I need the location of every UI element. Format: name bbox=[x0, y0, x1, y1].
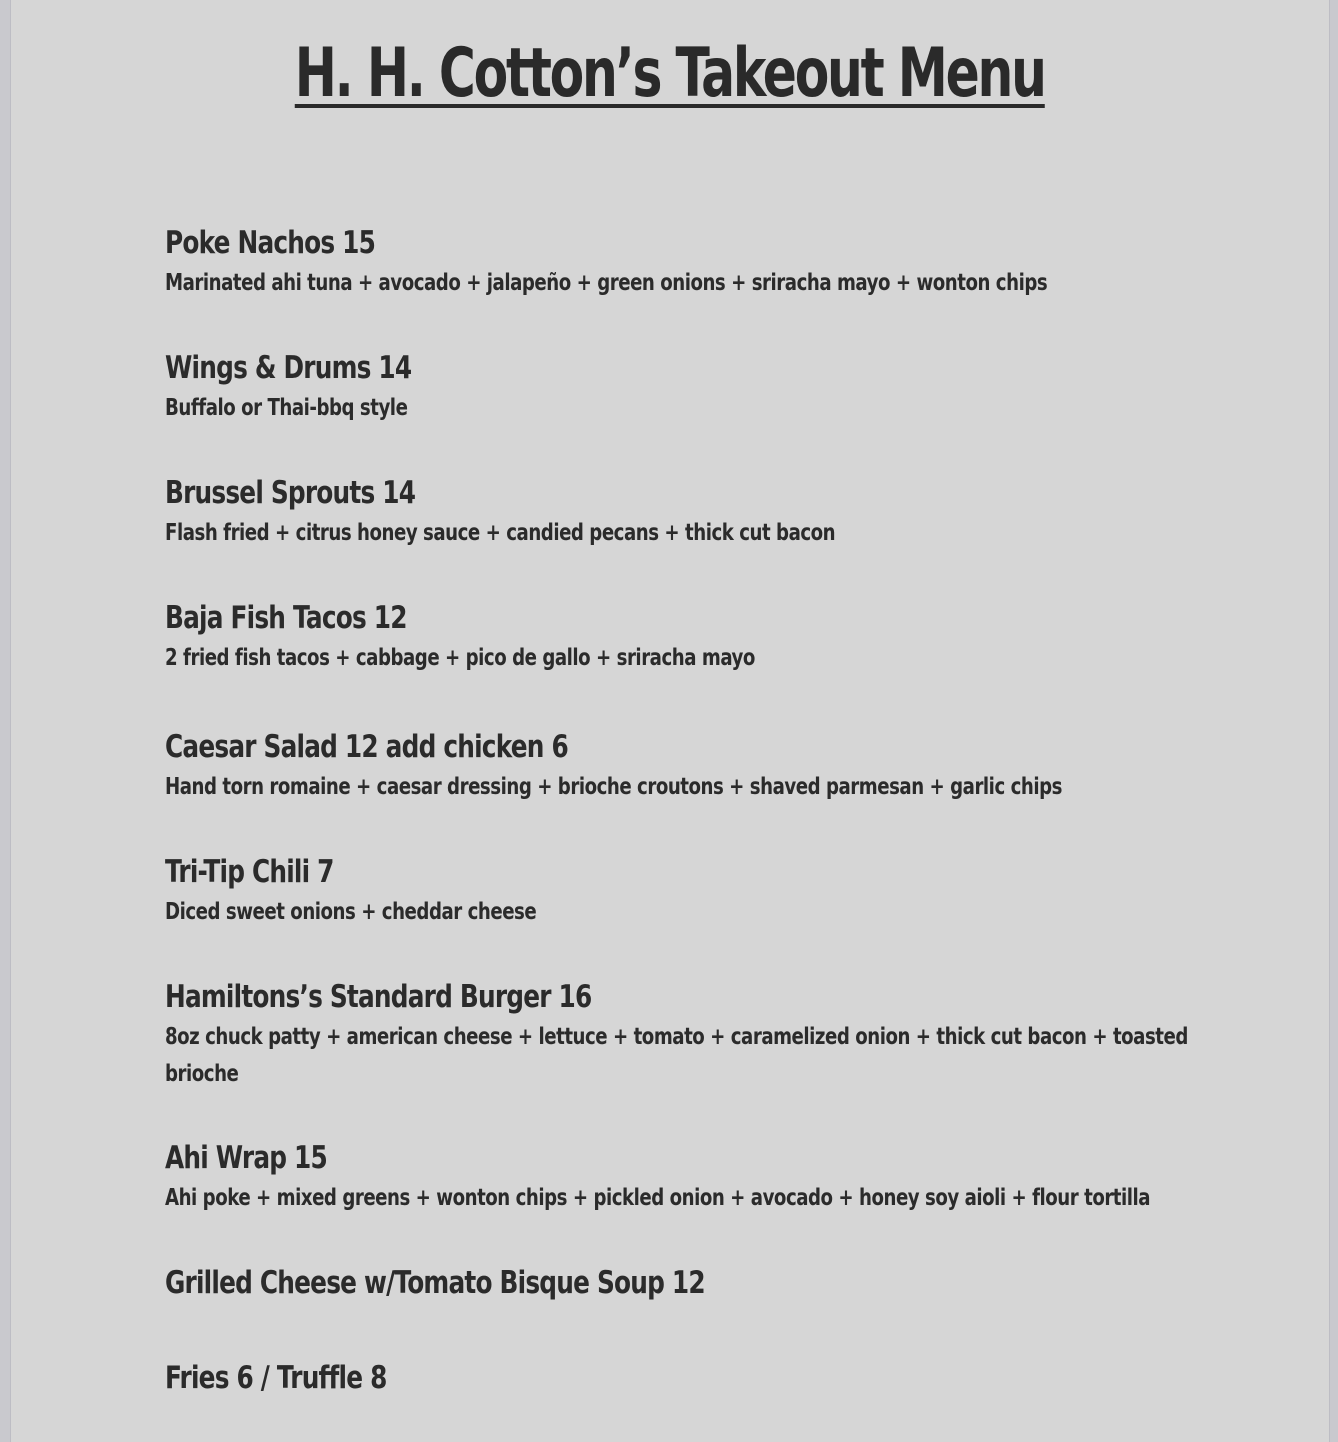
item-name: Brussel Sprouts 14 bbox=[165, 475, 416, 511]
item-description: Buffalo or Thai-bbq style bbox=[165, 395, 408, 421]
item-description: 8oz chuck patty + american cheese + lettuce + tomato + caramelized onion + thick cut bacon + toasted brioche bbox=[165, 1024, 1188, 1087]
item-description: Flash fried + citrus honey sauce + candied pecans + thick cut bacon bbox=[165, 520, 836, 546]
menu-item bbox=[165, 1263, 1225, 1303]
item-description: Marinated ahi tuna + avocado + jalapeño + green onions + sriracha mayo + wonton chips bbox=[165, 270, 1048, 296]
menu-item bbox=[165, 977, 1225, 1093]
menu-item bbox=[165, 1138, 1225, 1217]
menu-item bbox=[165, 348, 1225, 427]
menu-item bbox=[165, 1358, 1225, 1398]
menu-item bbox=[165, 223, 1225, 302]
menu-item bbox=[165, 852, 1225, 931]
item-name: Wings & Drums 14 bbox=[165, 350, 412, 386]
menu-item bbox=[165, 727, 1225, 806]
menu-title-heading bbox=[11, 34, 1329, 113]
item-name: Poke Nachos 15 bbox=[165, 225, 376, 261]
item-name: Baja Fish Tacos 12 bbox=[165, 600, 407, 636]
item-name: Ahi Wrap 15 bbox=[165, 1140, 327, 1176]
item-name: Grilled Cheese w/Tomato Bisque Soup 12 bbox=[165, 1265, 705, 1301]
item-name: Fries 6 / Truffle 8 bbox=[165, 1360, 387, 1396]
item-description: Hand torn romaine + caesar dressing + brioche croutons + shaved parmesan + garlic chips bbox=[165, 774, 1062, 800]
menu-item bbox=[165, 473, 1225, 552]
menu-title: H. H. Cotton’s Takeout Menu bbox=[294, 34, 1045, 113]
item-name: Caesar Salad 12 add chicken 6 bbox=[165, 729, 568, 765]
item-description: Ahi poke + mixed greens + wonton chips + pickled onion + avocado + honey soy aioli + flour tortilla bbox=[165, 1185, 1151, 1211]
item-description: Diced sweet onions + cheddar cheese bbox=[165, 899, 537, 925]
menu-page bbox=[10, 0, 1330, 1442]
item-name: Hamiltons’s Standard Burger 16 bbox=[165, 979, 592, 1015]
item-name: Tri-Tip Chili 7 bbox=[165, 854, 334, 890]
item-description: 2 fried fish tacos + cabbage + pico de gallo + sriracha mayo bbox=[165, 645, 755, 671]
menu-item bbox=[165, 598, 1225, 677]
